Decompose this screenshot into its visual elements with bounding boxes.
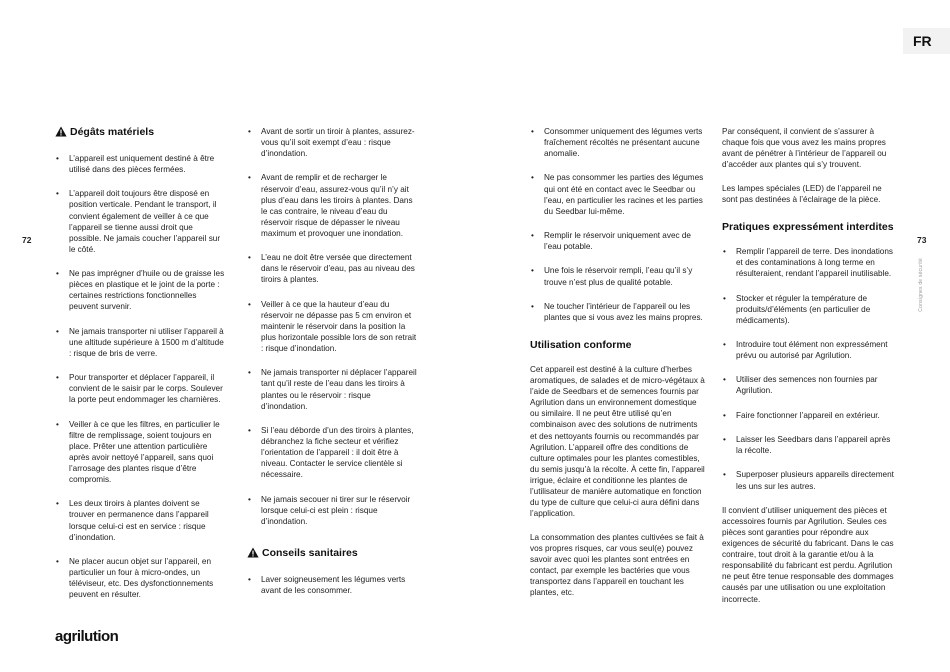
list-item: • L’appareil est uniquement destiné à être utilisé dans des pièces fermées. — [55, 153, 227, 175]
paragraph: La consommation des plantes cultivées se fait à vos propres risques, car vous seul(e) pouvez savoir avec quoi les plantes sont entrées en contact, par exemple les bactéries que vous transportez dans l’appareil en touchant les plantes, etc. — [530, 532, 704, 598]
list-item: • Si l’eau déborde d’un des tiroirs à plantes, débranchez la fiche secteur et vérifiez l’orientation de l’appareil : il doit être à niveau. Contacter le service clientèle si nécessaire. — [247, 425, 419, 480]
list-item: • Ne pas consommer les parties des légumes qui ont été en contact avec le Seedbar ou l’eau, en particulier les racines et les parties du Seedbar lui-même. — [530, 172, 705, 216]
list-item: • Ne jamais transporter ni utiliser l’appareil à une altitude supérieure à 1500 m d’altitude : risque de bris de verre. — [55, 326, 227, 359]
list-item: • L’eau ne doit être versée que directement dans le réservoir d’eau, pas au niveau des tiroirs à plantes. — [247, 252, 419, 285]
warning-icon — [247, 547, 259, 562]
section-side-label: Consignes de sécurité — [918, 258, 924, 312]
paragraph: Les lampes spéciales (LED) de l’appareil ne sont pas destinées à l’éclairage de la pièce. — [722, 183, 882, 204]
section-title-intended-use: Utilisation conforme — [530, 338, 632, 351]
material-damage-list-continued — [247, 126, 419, 527]
list-item: • Remplir le réservoir uniquement avec de l’eau potable. — [530, 230, 705, 252]
section-title-prohibited-practices: Pratiques expressément interdites — [722, 221, 894, 234]
page-number-right: 73 — [917, 235, 927, 245]
list-item: • Ne pas imprégner d’huile ou de graisse les pièces en plastique et le joint de la porte : certaines restrictions fonctionnelles peuvent survenir. — [55, 268, 227, 312]
prohibited-practices-list — [722, 246, 894, 492]
list-item: • Superposer plusieurs appareils directement les uns sur les autres. — [722, 469, 894, 491]
list-item: • Pour transporter et déplacer l’appareil, il convient de le saisir par le corps. Soulever la porte peut endommager les charnières. — [55, 372, 227, 405]
page-number-left: 72 — [22, 235, 32, 245]
list-item: • L’appareil doit toujours être disposé en position verticale. Pendant le transport, il convient également de veiller à ce que l’appareil se tienne aussi droit que possible. Ne jamais coucher l’appareil sur le côté. — [55, 188, 227, 255]
paragraph: Cet appareil est destiné à la culture d’herbes aromatiques, de salades et de micro-végétaux à l’aide de Seedbars et de semences fournis par Agrilution dans un environnement domestique ou similaire. Il ne peut être utilisé qu’en combinaison avec des solutions de nutriments et des nettoyants fournis ou recommandés par Agrilution. L’appareil offre des conditions de culture optimales pour les plantes comestibles, du semis jusqu’à la récolte. À cette fin, l’appareil irrigue, éclaire et conditionne les plantes de l’utilisateur de manière automatique en fonction du type de culture que celui-ci aura défini dans l’application. — [530, 364, 705, 519]
health-advice-list-continued — [530, 126, 705, 323]
list-item: • Faire fonctionner l’appareil en extérieur. — [722, 410, 894, 421]
list-item: • Laver soigneusement les légumes verts avant de les consommer. — [247, 574, 419, 596]
list-item: • Avant de sortir un tiroir à plantes, assurez-vous qu’il soit exempt d’eau : risque d’inondation. — [247, 126, 419, 159]
list-item: • Consommer uniquement des légumes verts fraîchement récoltés ne présentant aucune anomalie. — [530, 126, 705, 159]
list-item: • Ne placer aucun objet sur l’appareil, en particulier un four à micro-ondes, un téléviseur, etc. Des dysfonctionnements peuvent en résulter. — [55, 556, 227, 600]
column-1 — [55, 126, 227, 614]
health-advice-list — [247, 574, 419, 596]
list-item: • Avant de remplir et de recharger le réservoir d’eau, assurez-vous qu’il n’y ait plus d’eau dans les tiroirs à plantes. Dans le cas contraire, le niveau d’eau du réservoir risque de dépasser le niveau maximum et provoquer une inondation. — [247, 172, 419, 239]
list-item: • Utiliser des semences non fournies par Agrilution. — [722, 374, 894, 396]
list-item: • Ne jamais secouer ni tirer sur le réservoir lorsque celui-ci est plein : risque d’inondation. — [247, 494, 419, 527]
column-3 — [530, 126, 705, 611]
list-item: • Ne toucher l’intérieur de l’appareil ou les plantes que si vous avez les mains propres. — [530, 301, 705, 323]
column-4 — [722, 126, 894, 617]
brand-logo: agrilution — [55, 628, 119, 645]
paragraph: Il convient d’utiliser uniquement des pièces et accessoires fournis par Agrilution. Seules ces pièces sont garanties pour répondre aux exigences de sécurité du fabricant. Dans le cas contraire, tout droit à la garantie et/ou à la responsabilité du fabricant est perdu. Agrilution ne peut être tenue responsable des dommages causés par une utilisation ou une exploitation incorrecte. — [722, 505, 894, 604]
list-item: • Laisser les Seedbars dans l’appareil après la récolte. — [722, 434, 894, 456]
section-title-health-advice: Conseils sanitaires — [247, 547, 419, 562]
list-item: • Introduire tout élément non expressément prévu ou autorisé par Agrilution. — [722, 339, 894, 361]
list-item: • Remplir l’appareil de terre. Des inondations et des contaminations à long terme en résulteraient, rendant l’appareil inutilisable. — [722, 246, 894, 279]
list-item: • Les deux tiroirs à plantes doivent se trouver en permanence dans l’appareil lorsque celui-ci est en service : risque d’inondation. — [55, 498, 227, 542]
list-item: • Veiller à ce que la hauteur d’eau du réservoir ne dépasse pas 5 cm environ et maintenir le réservoir dans la position la plus horizontale possible lors de son retrait : risque d’inondation. — [247, 299, 419, 354]
paragraph: Par conséquent, il convient de s’assurer à chaque fois que vous avez les mains propres avant de pénétrer à l’intérieur de l’appareil ou d’accéder aux plantes qui s’y trouvent. — [722, 127, 887, 170]
column-2 — [247, 126, 419, 609]
material-damage-list — [55, 153, 227, 600]
list-item: • Veiller à ce que les filtres, en particulier le filtre de remplissage, soient toujours en place. Prêter une attention particulière après avoir nettoyé l’appareil, sans quoi l’arrosage des plantes risque d’être compromis. — [55, 419, 227, 486]
list-item: • Stocker et réguler la température de produits/d’éléments (en particulier de médicaments). — [722, 293, 894, 326]
language-tab: FR — [903, 28, 950, 54]
list-item: • Une fois le réservoir rempli, l’eau qu’il s’y trouve n’est plus de qualité potable. — [530, 265, 705, 287]
list-item: • Ne jamais transporter ni déplacer l’appareil tant qu’il reste de l’eau dans les tiroirs à plantes ou le réservoir : risque d’inondation. — [247, 367, 419, 411]
section-title-material-damage: Dégâts matériels — [55, 126, 227, 141]
warning-icon — [55, 126, 67, 141]
